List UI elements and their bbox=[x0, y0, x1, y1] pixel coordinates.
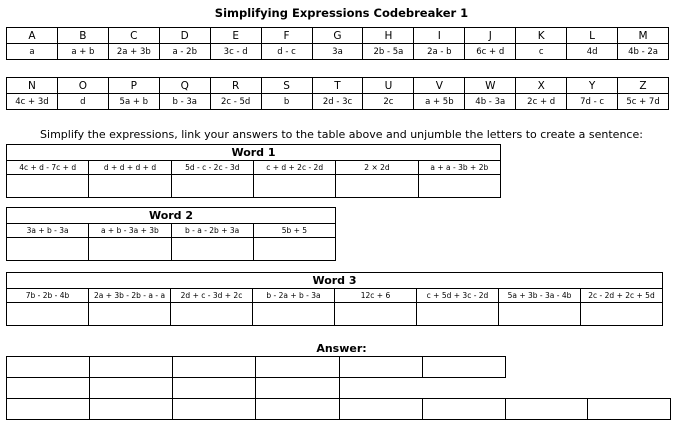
key-letter-cell: U bbox=[363, 78, 414, 94]
key-expression-cell: a + b bbox=[57, 44, 108, 60]
key-letter-cell: W bbox=[465, 78, 516, 94]
key-expression-cell: b - 3a bbox=[159, 94, 210, 110]
key-letter-cell: J bbox=[465, 28, 516, 44]
key-letter-cell: X bbox=[516, 78, 567, 94]
answer-grid-empty bbox=[422, 378, 505, 399]
word3-answer-box[interactable] bbox=[417, 303, 499, 326]
key-letter-cell: K bbox=[516, 28, 567, 44]
key-letter-cell: H bbox=[363, 28, 414, 44]
word3-answer-box[interactable] bbox=[499, 303, 581, 326]
answer-grid-empty bbox=[505, 378, 588, 399]
answer-letter-box[interactable] bbox=[7, 378, 90, 399]
key-letter-cell: F bbox=[261, 28, 312, 44]
key-letter-cell: E bbox=[210, 28, 261, 44]
word1-expression-cell: 5d - c - 2c - 3d bbox=[171, 161, 253, 175]
word2-answer-box[interactable] bbox=[253, 238, 335, 261]
key-letter-cell: G bbox=[312, 28, 363, 44]
word1-expression-cell: 2 × 2d bbox=[336, 161, 418, 175]
answer-letter-box[interactable] bbox=[90, 378, 173, 399]
worksheet-title: Simplifying Expressions Codebreaker 1 bbox=[214, 6, 469, 20]
word1-answer-box[interactable] bbox=[253, 175, 335, 198]
answer-letter-box[interactable] bbox=[7, 399, 90, 420]
key-expression-cell: 2a - b bbox=[414, 44, 465, 60]
answer-letter-box[interactable] bbox=[173, 378, 256, 399]
word3-answer-box[interactable] bbox=[253, 303, 335, 326]
key-letter-cell: A bbox=[7, 28, 58, 44]
word1-answer-box[interactable] bbox=[418, 175, 500, 198]
word2-expression-cell: b - a - 2b + 3a bbox=[171, 224, 253, 238]
key-expression-cell: 2c - 5d bbox=[210, 94, 261, 110]
word1-expression-cell: c + d + 2c - 2d bbox=[253, 161, 335, 175]
word3-answer-box[interactable] bbox=[7, 303, 89, 326]
word2-expression-cell: a + b - 3a + 3b bbox=[89, 224, 171, 238]
word2-expression-cell: 5b + 5 bbox=[253, 224, 335, 238]
word1-heading: Word 1 bbox=[7, 145, 501, 161]
answer-letter-box[interactable] bbox=[256, 399, 339, 420]
key-expression-cell: 7d - c bbox=[567, 94, 618, 110]
answer-letter-box[interactable] bbox=[90, 357, 173, 378]
instructions-text: Simplify the expressions, link your answers to the table above and unjumble the letters to create a sentence: bbox=[40, 128, 643, 141]
answer-letter-box[interactable] bbox=[588, 399, 670, 420]
key-expression-cell: a bbox=[7, 44, 58, 60]
word2-table bbox=[6, 207, 336, 261]
word1-answer-box[interactable] bbox=[171, 175, 253, 198]
key-letter-cell: M bbox=[618, 28, 669, 44]
key-expression-cell: 2c + d bbox=[516, 94, 567, 110]
answer-letter-box[interactable] bbox=[422, 357, 505, 378]
key-expression-cell: 2b - 5a bbox=[363, 44, 414, 60]
key-letter-cell: Y bbox=[567, 78, 618, 94]
key-expression-cell: 4b - 3a bbox=[465, 94, 516, 110]
word2-heading: Word 2 bbox=[7, 208, 336, 224]
word3-expression-cell: 5a + 3b - 3a - 4b bbox=[499, 289, 581, 303]
key-expression-cell: 5a + b bbox=[108, 94, 159, 110]
word3-expression-cell: 12c + 6 bbox=[335, 289, 417, 303]
key-expression-cell: a - 2b bbox=[159, 44, 210, 60]
key-expression-cell: d bbox=[57, 94, 108, 110]
answer-grid-empty bbox=[588, 357, 670, 378]
answer-letter-box[interactable] bbox=[339, 399, 422, 420]
key-expression-cell: 2a + 3b bbox=[108, 44, 159, 60]
key-letter-cell: Q bbox=[159, 78, 210, 94]
answer-letter-box[interactable] bbox=[256, 378, 339, 399]
word3-expression-cell: 2a + 3b - 2b - a - a bbox=[89, 289, 171, 303]
key-letter-cell: D bbox=[159, 28, 210, 44]
word1-expression-cell: d + d + d + d bbox=[89, 161, 171, 175]
key-letter-cell: O bbox=[57, 78, 108, 94]
word1-expression-cell: 4c + d - 7c + d bbox=[7, 161, 89, 175]
key-expression-cell: 3c - d bbox=[210, 44, 261, 60]
answer-letter-box[interactable] bbox=[422, 399, 505, 420]
word1-answer-box[interactable] bbox=[7, 175, 89, 198]
answer-letter-box[interactable] bbox=[7, 357, 90, 378]
key-letter-cell: S bbox=[261, 78, 312, 94]
word3-answer-box[interactable] bbox=[89, 303, 171, 326]
answer-letter-box[interactable] bbox=[90, 399, 173, 420]
key-letter-cell: C bbox=[108, 28, 159, 44]
key-expression-cell: 2d - 3c bbox=[312, 94, 363, 110]
answer-letter-box[interactable] bbox=[339, 357, 422, 378]
key-expression-cell: 4d bbox=[567, 44, 618, 60]
word3-answer-box[interactable] bbox=[581, 303, 663, 326]
word1-answer-box[interactable] bbox=[336, 175, 418, 198]
answer-letter-box[interactable] bbox=[505, 399, 588, 420]
key-expression-cell: a + 5b bbox=[414, 94, 465, 110]
key-letter-cell: I bbox=[414, 28, 465, 44]
key-table-a-to-m bbox=[6, 27, 669, 60]
key-letter-cell: R bbox=[210, 78, 261, 94]
key-letter-cell: Z bbox=[618, 78, 669, 94]
word2-answer-box[interactable] bbox=[171, 238, 253, 261]
word3-table bbox=[6, 272, 663, 326]
word1-answer-box[interactable] bbox=[89, 175, 171, 198]
key-expression-cell: 5c + 7d bbox=[618, 94, 669, 110]
key-letter-cell: V bbox=[414, 78, 465, 94]
answer-grid-empty bbox=[505, 357, 588, 378]
key-expression-cell: b bbox=[261, 94, 312, 110]
word2-answer-box[interactable] bbox=[7, 238, 89, 261]
answer-label: Answer: bbox=[316, 342, 367, 355]
word3-expression-cell: 7b - 2b - 4b bbox=[7, 289, 89, 303]
word3-answer-box[interactable] bbox=[335, 303, 417, 326]
word2-expression-cell: 3a + b - 3a bbox=[7, 224, 89, 238]
key-letter-cell: N bbox=[7, 78, 58, 94]
word3-expression-cell: 2c - 2d + 2c + 5d bbox=[581, 289, 663, 303]
key-letter-cell: P bbox=[108, 78, 159, 94]
answer-grid-empty bbox=[588, 378, 670, 399]
word3-heading: Word 3 bbox=[7, 273, 663, 289]
word3-expression-cell: 2d + c - 3d + 2c bbox=[171, 289, 253, 303]
key-expression-cell: 4b - 2a bbox=[618, 44, 669, 60]
key-expression-cell: c bbox=[516, 44, 567, 60]
word3-expression-cell: c + 5d + 3c - 2d bbox=[417, 289, 499, 303]
key-expression-cell: d - c bbox=[261, 44, 312, 60]
answer-grid-empty bbox=[339, 378, 422, 399]
key-expression-cell: 4c + 3d bbox=[7, 94, 58, 110]
word3-expression-cell: b - 2a + b - 3a bbox=[253, 289, 335, 303]
key-letter-cell: B bbox=[57, 28, 108, 44]
word2-answer-box[interactable] bbox=[89, 238, 171, 261]
key-letter-cell: L bbox=[567, 28, 618, 44]
key-letter-cell: T bbox=[312, 78, 363, 94]
key-expression-cell: 2c bbox=[363, 94, 414, 110]
word3-answer-box[interactable] bbox=[171, 303, 253, 326]
answer-grid bbox=[6, 356, 671, 420]
answer-letter-box[interactable] bbox=[173, 357, 256, 378]
answer-letter-box[interactable] bbox=[256, 357, 339, 378]
key-expression-cell: 6c + d bbox=[465, 44, 516, 60]
word1-expression-cell: a + a - 3b + 2b bbox=[418, 161, 500, 175]
answer-letter-box[interactable] bbox=[173, 399, 256, 420]
key-expression-cell: 3a bbox=[312, 44, 363, 60]
key-table-n-to-z bbox=[6, 77, 669, 110]
word1-table bbox=[6, 144, 501, 198]
